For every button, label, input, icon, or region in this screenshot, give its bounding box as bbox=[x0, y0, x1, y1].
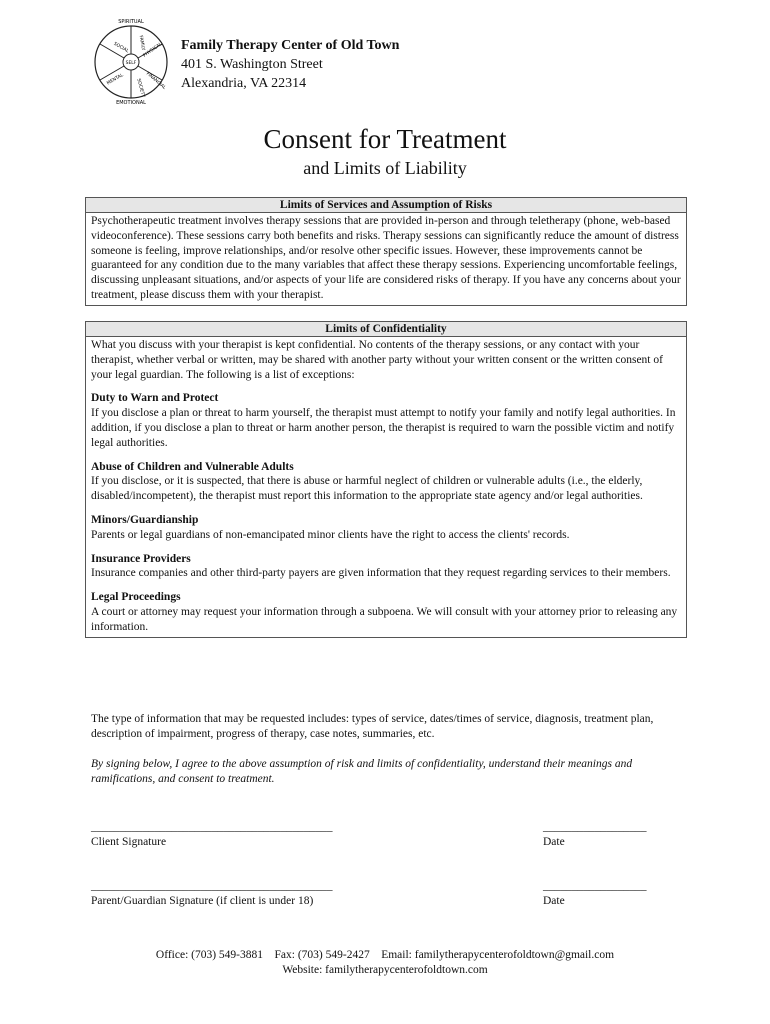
information-types-text: The type of information that may be requested includes: types of service, dates/times of service, diagnosis, treatment plan, description of impairment, progress of therapy, case notes, summaries, etc. bbox=[91, 713, 654, 740]
logo-segment-physical: PHYSICAL bbox=[142, 42, 164, 59]
guardian-signature-label: Parent/Guardian Signature (if client is under 18) bbox=[91, 895, 314, 907]
exception-title: Minors/Guardianship bbox=[91, 513, 199, 526]
guardian-date-field[interactable] bbox=[543, 879, 647, 909]
exception-section bbox=[91, 513, 681, 543]
organization-name: Family Therapy Center of Old Town bbox=[181, 38, 400, 53]
guardian-date-label: Date bbox=[543, 895, 565, 907]
logo-segment-self: SELF bbox=[125, 61, 137, 66]
client-signature-field[interactable] bbox=[91, 820, 333, 850]
document-subtitle: and Limits of Liability bbox=[303, 158, 467, 178]
document-title: Consent for Treatment bbox=[263, 124, 507, 154]
exception-section bbox=[91, 590, 681, 634]
exception-section bbox=[91, 391, 681, 450]
logo-segment-society: SOCIETY bbox=[135, 78, 146, 99]
agreement-statement: By signing below, I agree to the above assumption of risk and limits of confidentiality, understand their meanings and ramifications, and consent to treatment. bbox=[91, 758, 633, 785]
guardian-signature-field[interactable] bbox=[91, 879, 333, 909]
organization-block bbox=[181, 36, 399, 93]
exception-title: Legal Proceedings bbox=[91, 591, 181, 604]
client-signature-line[interactable]: __________________________________________ bbox=[91, 821, 333, 833]
logo-segment-emotional: EMOTIONAL bbox=[116, 100, 146, 106]
footer-website: Website: familytherapycenterofoldtown.com bbox=[282, 964, 488, 976]
exception-text: If you disclose a plan or threat to harm yourself, the therapist must attempt to notify your family and notify legal authorities. In addition, if you disclose a plan to threat or harm another person, the therapist is required to warn the possible victim and notify legal authorities. bbox=[91, 407, 676, 449]
services-text: Psychotherapeutic treatment involves therapy sessions that are provided in-person and through teletherapy (phone, web-based videoconference). These sessions carry both benefits and risks. Therapy sessions can significantly reduce the amount of distress someone is feeling, improve relationships, and/or resolve other specific issues. However, these improvements cannot be guaranteed for any condition due to the many variables that affect these therapy sessions. Experiencing uncomfortable feelings, discussing unpleasant situations, and/or aspects of your life are considered risks of therapy. If you have any concerns about your treatment, please discuss them with your therapist. bbox=[91, 215, 681, 301]
footer-contact: Office: (703) 549-3881 Fax: (703) 549-2427 Email: familytherapycenterofoldtown@gmail.com bbox=[155, 949, 615, 961]
exception-title: Duty to Warn and Protect bbox=[91, 392, 219, 405]
client-date-field[interactable] bbox=[543, 820, 647, 850]
guardian-date-line[interactable]: __________________ bbox=[543, 880, 647, 892]
logo-segment-spiritual: SPIRITUAL bbox=[118, 19, 144, 25]
exception-section bbox=[91, 552, 681, 582]
organization-address-line2: Alexandria, VA 22314 bbox=[181, 76, 307, 91]
exception-section bbox=[91, 460, 681, 504]
client-date-label: Date bbox=[543, 836, 565, 848]
seal-logo bbox=[88, 14, 174, 106]
client-date-line[interactable]: __________________ bbox=[543, 821, 647, 833]
organization-address-line1: 401 S. Washington Street bbox=[181, 57, 323, 72]
services-section bbox=[85, 197, 687, 306]
exception-text: A court or attorney may request your information through a subpoena. We will consult with your attorney prior to releasing any information. bbox=[91, 605, 678, 633]
exception-title: Insurance Providers bbox=[91, 552, 191, 565]
exception-text: Parents or legal guardians of non-emancipated minor clients have the right to access the clients' records. bbox=[91, 528, 570, 541]
client-signature-label: Client Signature bbox=[91, 836, 167, 848]
services-heading: Limits of Services and Assumption of Risks bbox=[86, 198, 686, 213]
exception-text: If you disclose, or it is suspected, that there is abuse or harmful neglect of children or vulnerable adults (i.e., the elderly, disabled/incompetent), the therapist must report this information to the appropriate state agency and/or legal authorities. bbox=[91, 475, 643, 503]
confidentiality-section bbox=[85, 321, 687, 638]
footer bbox=[0, 948, 770, 978]
confidentiality-intro: What you discuss with your therapist is kept confidential. No contents of the therapy sessions, or any contact with your therapist, whether verbal or written, may be shared with another party without your written consent or the written consent of your legal guardian. The following is a list of exceptions: bbox=[91, 339, 663, 381]
confidentiality-heading: Limits of Confidentiality bbox=[86, 322, 686, 337]
logo-segment-financial: FINANCIAL bbox=[144, 71, 167, 91]
exception-text: Insurance companies and other third-party payers are given information that they request regarding services to their members. bbox=[91, 567, 671, 580]
guardian-signature-line[interactable]: __________________________________________ bbox=[91, 880, 333, 892]
exception-title: Abuse of Children and Vulnerable Adults bbox=[91, 460, 294, 473]
logo-segment-family: FAMILY bbox=[137, 35, 146, 51]
logo-segment-mental: MENTAL bbox=[106, 73, 125, 87]
logo-segment-social: SOCIAL bbox=[112, 41, 130, 55]
